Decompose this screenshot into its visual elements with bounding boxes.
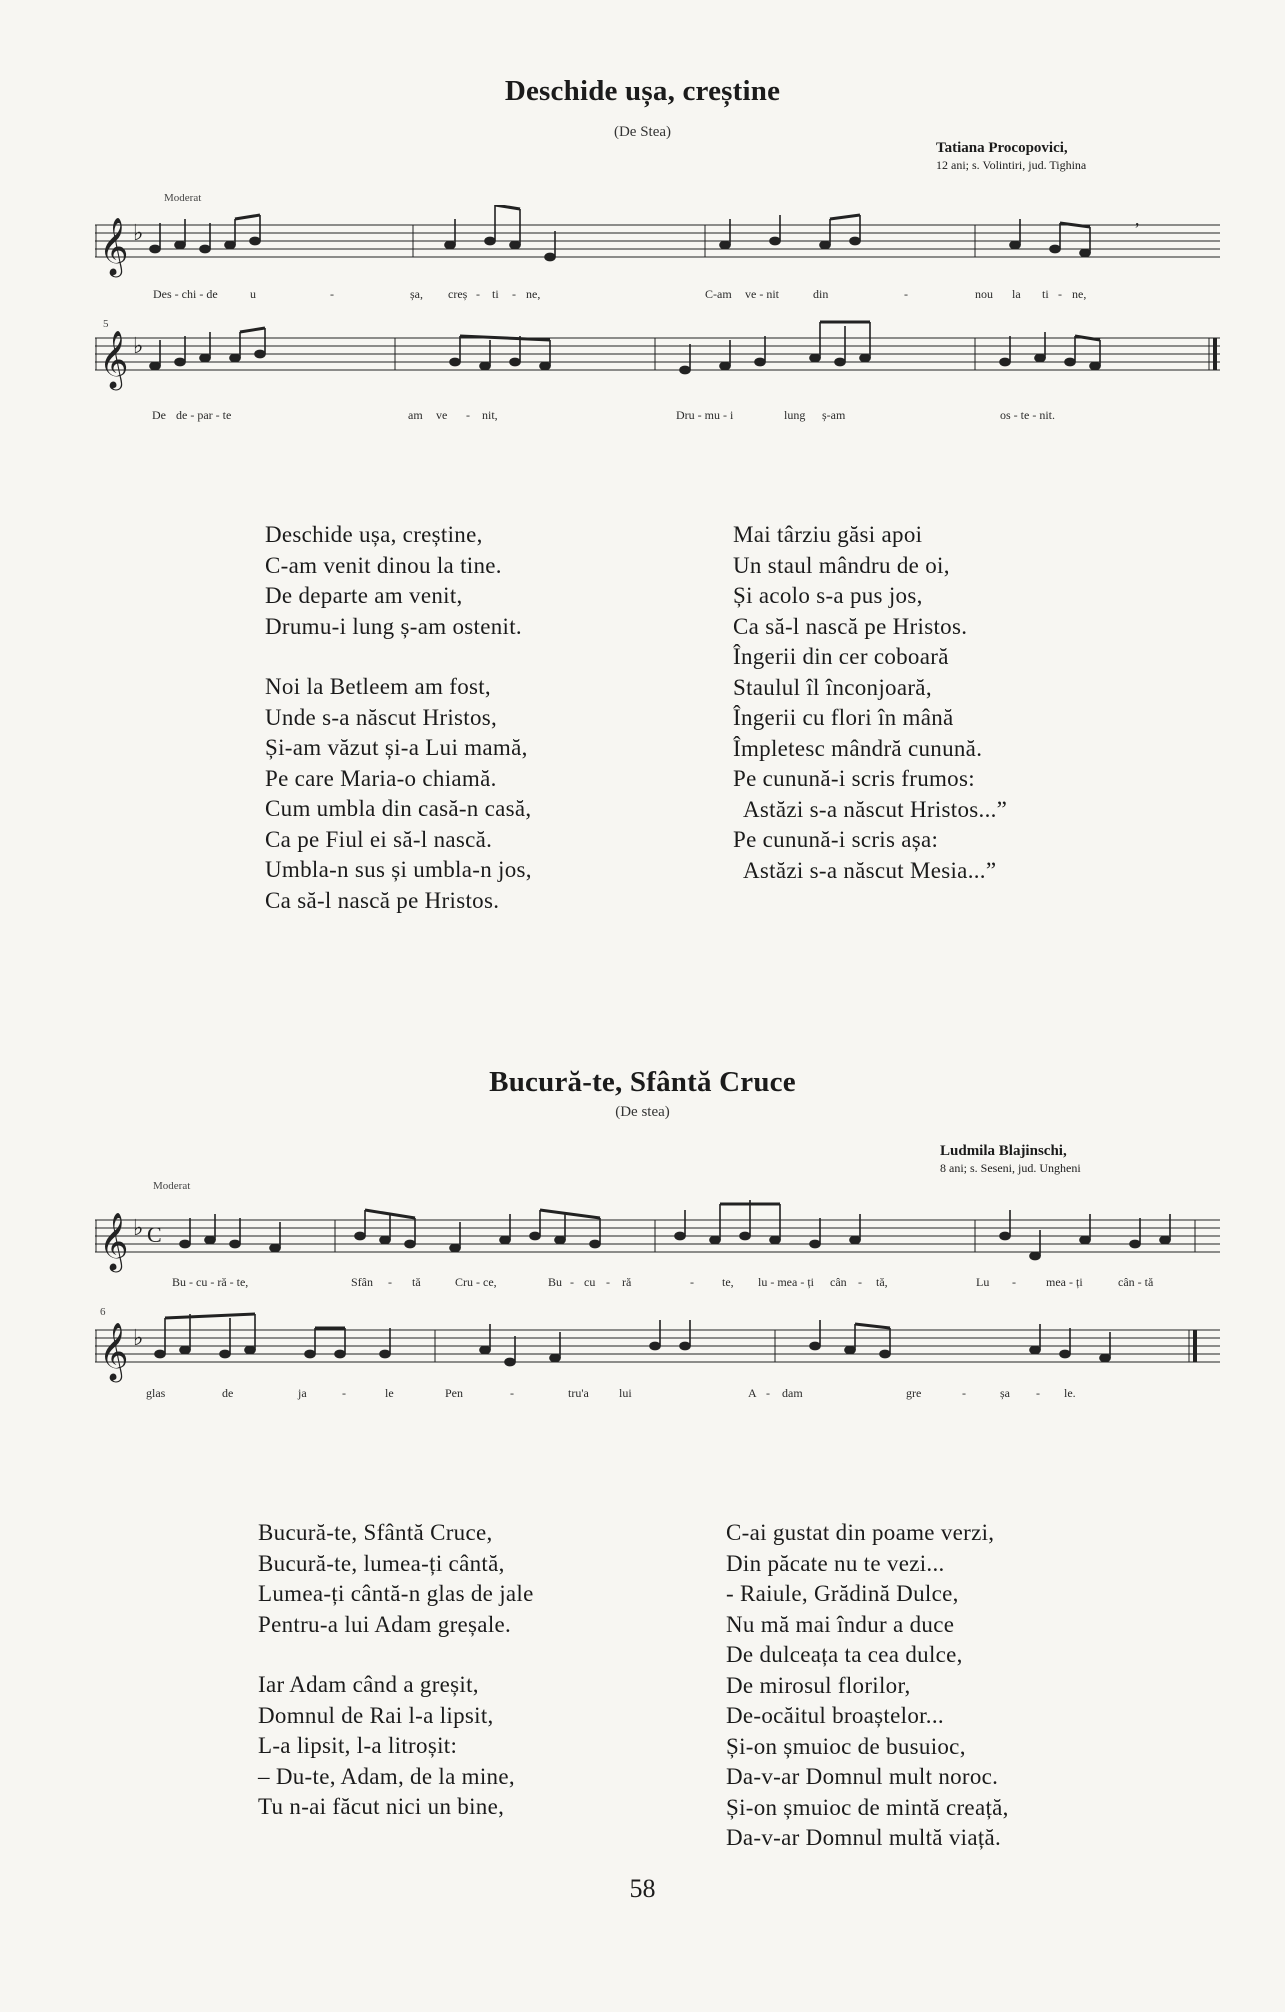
syllable: ră — [622, 1275, 632, 1289]
verse-line: Pentru-a lui Adam greșale. — [258, 1611, 512, 1637]
verse-line: Un staul mândru de oi, — [733, 552, 950, 578]
syllable: șa — [1000, 1386, 1010, 1400]
verse-line: Pe cunună-i scris așa: — [733, 827, 939, 852]
syllable: te, — [722, 1275, 734, 1289]
syllable: ș-am — [822, 408, 846, 422]
syllable: ve - nit — [745, 287, 779, 301]
syllable: De — [152, 408, 166, 422]
verse-line: Ca să-l nască pe Hristos. — [733, 613, 968, 639]
syllable: ne, — [1072, 287, 1087, 301]
syllable: tă — [412, 1275, 421, 1289]
song1-author — [936, 140, 1086, 174]
syllable: ti — [492, 287, 499, 301]
syllable: șa, — [410, 287, 423, 301]
verse-line: C-am venit dinou la tine. — [265, 552, 502, 578]
verse-line: De-ocăitul broaștelor... — [726, 1703, 944, 1728]
verse-line: Ca să-l nască pe Hristos. — [265, 887, 500, 913]
syllable: glas — [146, 1386, 166, 1400]
syllable: cân - tă — [1118, 1275, 1154, 1289]
treble-clef-icon: 𝄞 — [99, 331, 129, 387]
song1-author-place: 12 ani; s. Volintiri, jud. Tighina — [936, 158, 1087, 172]
syllable: - — [962, 1386, 966, 1400]
syllable: Sfân — [351, 1275, 373, 1289]
verse-line: Și-am văzut și-a Lui mamă, — [265, 735, 528, 760]
song2-author-name: Ludmila Blajinschi, — [940, 1143, 1067, 1159]
syllable: le — [385, 1386, 394, 1400]
treble-clef-icon: 𝄞 — [99, 1323, 129, 1379]
syllable: cân — [830, 1275, 847, 1289]
syllable: - — [858, 1275, 862, 1289]
song1-title: Deschide ușa, creștine — [504, 75, 781, 107]
syllable: lu - mea - ți — [758, 1275, 814, 1289]
common-time-icon: C — [147, 1222, 162, 1247]
syllable: Dru - mu - i — [676, 408, 734, 422]
verse-line: - Raiule, Grădină Dulce, — [726, 1581, 959, 1606]
verse-line: Cum umbla din casă-n casă, — [265, 796, 532, 821]
song1-measure-number: 5 — [103, 318, 109, 330]
treble-clef-icon: 𝄞 — [99, 1213, 129, 1269]
verse-line: Lumea-ți cântă-n glas de jale — [258, 1581, 534, 1606]
page-number: 58 — [629, 1874, 656, 1903]
syllable: - — [1036, 1386, 1040, 1400]
syllable: - — [466, 408, 470, 422]
verse-line: C-ai gustat din poame verzi, — [726, 1520, 995, 1545]
song1-staff-2 — [95, 318, 1220, 398]
verse-line: De mirosul florilor, — [726, 1672, 911, 1698]
treble-clef-icon: 𝄞 — [99, 218, 129, 274]
syllable: Lu — [976, 1275, 990, 1289]
syllable: - — [476, 287, 480, 301]
syllable: - — [1012, 1275, 1016, 1289]
syllable: - — [1058, 287, 1062, 301]
syllable: ti — [1042, 287, 1049, 301]
verse-line: – Du-te, Adam, de la mine, — [258, 1763, 515, 1789]
song2-verse-left — [258, 1518, 534, 1823]
flat-sign-icon: ♭ — [133, 1215, 144, 1240]
song1-verse-left — [265, 520, 532, 916]
syllable: creș — [448, 287, 468, 301]
verse-line: Da-v-ar Domnul multă viață. — [726, 1825, 1002, 1850]
syllable: dam — [782, 1386, 803, 1400]
syllable: u — [250, 287, 256, 301]
syllable: - — [388, 1275, 392, 1289]
song2-lyrics-row-1 — [0, 1275, 1285, 1295]
verse-line: Drumu-i lung ș-am ostenit. — [265, 613, 522, 639]
verse-line: Unde s-a născut Hristos, — [265, 704, 498, 730]
syllable: tă, — [876, 1275, 888, 1289]
song1-author-name: Tatiana Procopovici, — [936, 140, 1068, 156]
verse-line: De dulceața ta cea dulce, — [726, 1642, 963, 1667]
syllable: ja — [298, 1386, 307, 1400]
syllable: - — [342, 1386, 346, 1400]
syllable: nou — [975, 287, 993, 301]
verse-line: Bucură-te, Sfântă Cruce, — [258, 1520, 493, 1545]
syllable: Pen — [445, 1386, 463, 1400]
syllable: ne, — [526, 287, 541, 301]
verse-line: Pe care Maria-o chiamă. — [265, 765, 497, 791]
syllable: lui — [619, 1386, 632, 1400]
syllable: la — [1012, 287, 1021, 301]
song2-measure-number: 6 — [100, 1306, 106, 1318]
syllable: de — [222, 1386, 234, 1400]
syllable: - — [512, 287, 516, 301]
verse-line: Nu mă mai îndur a duce — [726, 1611, 955, 1637]
verse-line: Și acolo s-a pus jos, — [733, 583, 923, 608]
verse-line: De departe am venit, — [265, 583, 463, 608]
song2-author-place: 8 ani; s. Seseni, jud. Ungheni — [940, 1161, 1081, 1175]
song2-title: Bucură-te, Sfântă Cruce — [489, 1066, 796, 1098]
syllable: Des - chi - de — [153, 287, 218, 301]
syllable: de - par - te — [176, 408, 232, 422]
verse-line: Iar Adam când a greșit, — [258, 1672, 479, 1697]
verse-line: Staulul îl înconjoară, — [733, 674, 932, 700]
syllable: - — [570, 1275, 574, 1289]
syllable: C-am — [705, 287, 732, 301]
song1-subtitle: (De Stea) — [613, 124, 672, 140]
verse-line: Umbla-n sus și umbla-n jos, — [265, 857, 532, 882]
flat-sign-icon: ♭ — [133, 220, 144, 245]
syllable: os - te - nit. — [1000, 408, 1055, 422]
verse-line: Mai târziu găsi apoi — [733, 522, 923, 547]
syllable: gre — [906, 1386, 922, 1400]
syllable: am — [408, 408, 423, 422]
verse-line: Tu n-ai făcut nici un bine, — [258, 1794, 505, 1819]
syllable: tru'a — [568, 1386, 589, 1400]
svg-text:,: , — [1135, 209, 1140, 229]
song2-subtitle: (De stea) — [615, 1104, 670, 1120]
syllable: - — [690, 1275, 694, 1289]
syllable: Cru - ce, — [455, 1275, 497, 1289]
syllable: ve — [436, 408, 448, 422]
song2-staff-2 — [95, 1310, 1220, 1390]
verse-line: Pe cunună-i scris frumos: — [733, 766, 975, 791]
song2-lyrics-row-2 — [0, 1386, 1285, 1406]
song1-lyrics-row-2 — [0, 408, 1285, 428]
syllable: - — [606, 1275, 610, 1289]
verse-line: L-a lipsit, l-a litroșit: — [258, 1733, 458, 1758]
verse-line: Astăzi s-a născut Hristos...” — [743, 796, 1008, 822]
syllable: - — [766, 1386, 770, 1400]
song1-tempo: Moderat — [164, 192, 202, 204]
syllable: A — [748, 1386, 757, 1400]
syllable: mea - ți — [1046, 1275, 1083, 1289]
syllable: din — [813, 287, 829, 301]
verse-line: Și-on șmuioc de mintă creață, — [726, 1794, 1009, 1820]
song2-staff-1 — [95, 1200, 1220, 1280]
syllable: le. — [1064, 1386, 1076, 1400]
syllable: cu — [584, 1275, 596, 1289]
verse-line: Deschide ușa, creștine, — [265, 522, 483, 547]
verse-line: Și-on șmuioc de busuioc, — [726, 1733, 966, 1759]
flat-sign-icon: ♭ — [133, 333, 144, 358]
verse-line: Ca pe Fiul ei să-l nască. — [265, 826, 493, 852]
verse-line: Astăzi s-a născut Mesia...” — [743, 857, 997, 883]
syllable: - — [510, 1386, 514, 1400]
verse-line: Din păcate nu te vezi... — [726, 1550, 945, 1576]
song2-author — [940, 1143, 1081, 1177]
song2-verse-right — [726, 1518, 1009, 1854]
syllable: Bu — [548, 1275, 563, 1289]
song1-lyrics-row-1 — [0, 287, 1285, 307]
verse-line: Bucură-te, lumea-ți cântă, — [258, 1550, 505, 1576]
syllable: - — [904, 287, 908, 301]
syllable: - — [330, 287, 334, 301]
verse-line: Îngerii cu flori în mână — [733, 705, 954, 730]
verse-line: Da-v-ar Domnul mult noroc. — [726, 1764, 999, 1789]
syllable: lung — [784, 408, 806, 422]
song1-staff-1 — [95, 205, 1220, 285]
verse-line: Domnul de Rai l-a lipsit, — [258, 1702, 494, 1728]
syllable: Bu - cu - ră - te, — [172, 1275, 249, 1289]
song1-verse-right — [733, 520, 1007, 886]
flat-sign-icon: ♭ — [133, 1325, 144, 1350]
verse-line: Împletesc mândră cunună. — [733, 735, 983, 761]
verse-line: Îngerii din cer coboară — [733, 644, 949, 669]
verse-line: Noi la Betleem am fost, — [265, 674, 491, 699]
song2-tempo: Moderat — [153, 1180, 191, 1192]
syllable: nit, — [482, 408, 498, 422]
